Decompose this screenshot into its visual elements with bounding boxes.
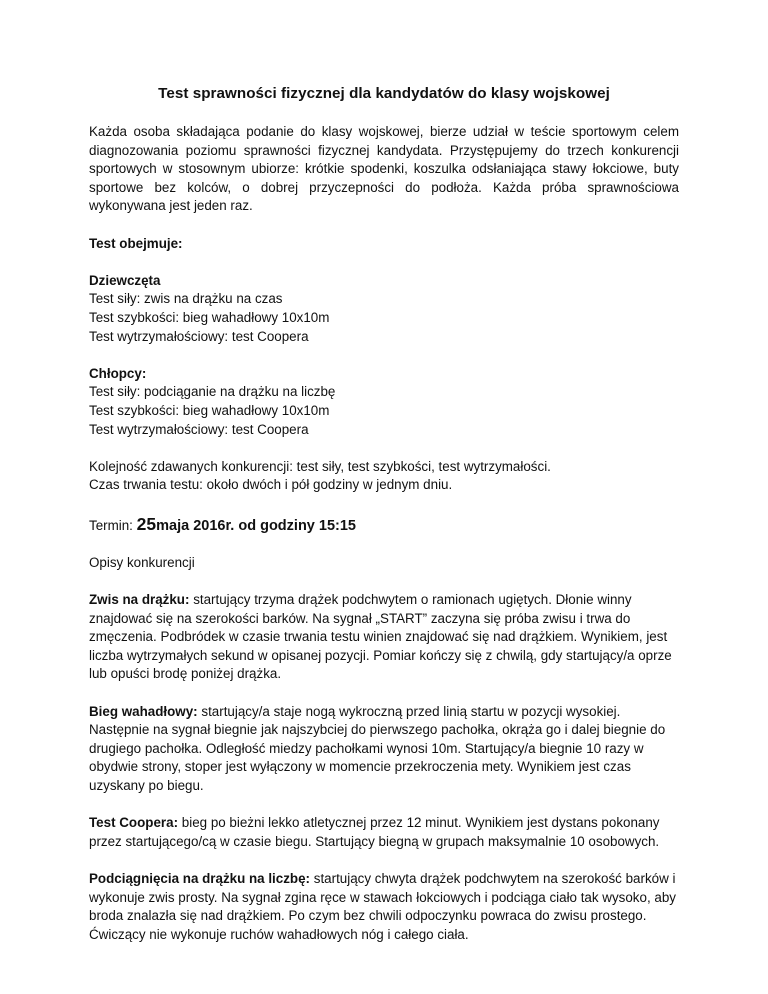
description-pullups-text: startujący chwyta drążek podchwytem na szerokość barków i wykonuje zwis prosty. Na sygnał zgina ręce w stawach łokciowych i podciąga ciało tak wysoko, aby broda znalazła się nad drążkiem. Po czym bez chwili odpoczynku powraca do zwisu prostego. Ćwiczący nie wykonuje ruchów wahadłowych nóg i całego ciała. bbox=[89, 870, 676, 942]
girls-heading: Dziewczęta bbox=[89, 272, 161, 288]
boys-section bbox=[89, 365, 679, 439]
girls-item-endurance: Test wytrzymałościowy: test Coopera bbox=[89, 328, 309, 344]
boys-item-speed: Test szybkości: bieg wahadłowy 10x10m bbox=[89, 402, 330, 418]
order-text: Kolejność zdawanych konkurencji: test siły, test szybkości, test wytrzymałości. bbox=[89, 458, 551, 474]
girls-item-speed: Test szybkości: bieg wahadłowy 10x10m bbox=[89, 309, 330, 325]
girls-section bbox=[89, 272, 679, 346]
duration-text: Czas trwania testu: około dwóch i pół godziny w jednym dniu. bbox=[89, 477, 453, 493]
description-cooper-name: Test Coopera: bbox=[89, 815, 179, 831]
description-hang-text: startujący trzyma drążek podchwytem o ramionach ugiętych. Dłonie winny znajdować się na szerokości barków. Na sygnał „START” zaczyna się próba zwisu i trwa do zmęczenia. Podbródek w czasie trwania testu winien znajdować się nad drążkiem. Wynikiem, jest liczba wytrzymałych sekund w opisanej pozycji. Pomiar kończy się z chwilą, gdy startujący/a oprze lub opuści brodę poniżej drążka. bbox=[89, 592, 672, 682]
termin-date-time: maja 2016r. od godziny 15:15 bbox=[156, 517, 356, 534]
boys-heading: Chłopcy: bbox=[89, 365, 147, 381]
description-pullups bbox=[89, 870, 679, 944]
test-heading: Test obejmuje: bbox=[89, 235, 183, 251]
description-hang bbox=[89, 591, 679, 684]
description-shuttle-run-name: Bieg wahadłowy: bbox=[89, 703, 198, 719]
description-pullups-name: Podciągnięcia na drążku na liczbę: bbox=[89, 870, 311, 886]
description-shuttle-run bbox=[89, 703, 679, 796]
schedule-info bbox=[89, 458, 679, 495]
description-cooper bbox=[89, 814, 679, 851]
boys-item-strength: Test siły: podciąganie na drążku na liczbę bbox=[89, 384, 336, 400]
boys-item-endurance: Test wytrzymałościowy: test Coopera bbox=[89, 421, 309, 437]
document-title: Test sprawności fizycznej dla kandydatów do klasy wojskowej bbox=[158, 85, 610, 102]
girls-item-strength: Test siły: zwis na drążku na czas bbox=[89, 291, 283, 307]
description-cooper-text: bieg po bieżni lekko atletycznej przez 12 minut. Wynikiem jest dystans pokonany przez startującego/cą w czasie biegu. Startujący biegną w grupach maksymalnie 10 osobowych. bbox=[89, 815, 660, 849]
descriptions-heading: Opisy konkurencji bbox=[89, 554, 195, 570]
termin-label: Termin: bbox=[89, 517, 133, 533]
description-hang-name: Zwis na drążku: bbox=[89, 592, 190, 608]
intro-paragraph: Każda osoba składająca podanie do klasy wojskowej, bierze udział w teście sportowym celem diagnozowania poziomu sprawności fizycznej kandydata. Przystępujemy do trzech konkurencji sportowych w stosownym ubiorze: krótkie spodenki, koszulka odsłaniająca stawy łokciowe, buty sportowe bez kolców, o dobrej przyczepności do podłoża. Każda próba sprawnościowa wykonywana jest jeden raz. bbox=[89, 124, 679, 214]
termin-day: 25 bbox=[136, 513, 157, 534]
termin-line bbox=[89, 513, 679, 537]
description-shuttle-run-text: startujący/a staje nogą wykroczną przed linią startu w pozycji wysokiej. Następnie na sygnał biegnie jak najszybciej do pierwszego pachołka, okrąża go i dalej biegnie do drugiego pachołka. Odległość miedzy pachołkami wynosi 10m. Startujący/a biegnie 10 razy w obydwie strony, stoper jest wyłączony w momencie przekroczenia mety. Wynikiem jest czas uzyskany po biegu. bbox=[89, 703, 666, 793]
